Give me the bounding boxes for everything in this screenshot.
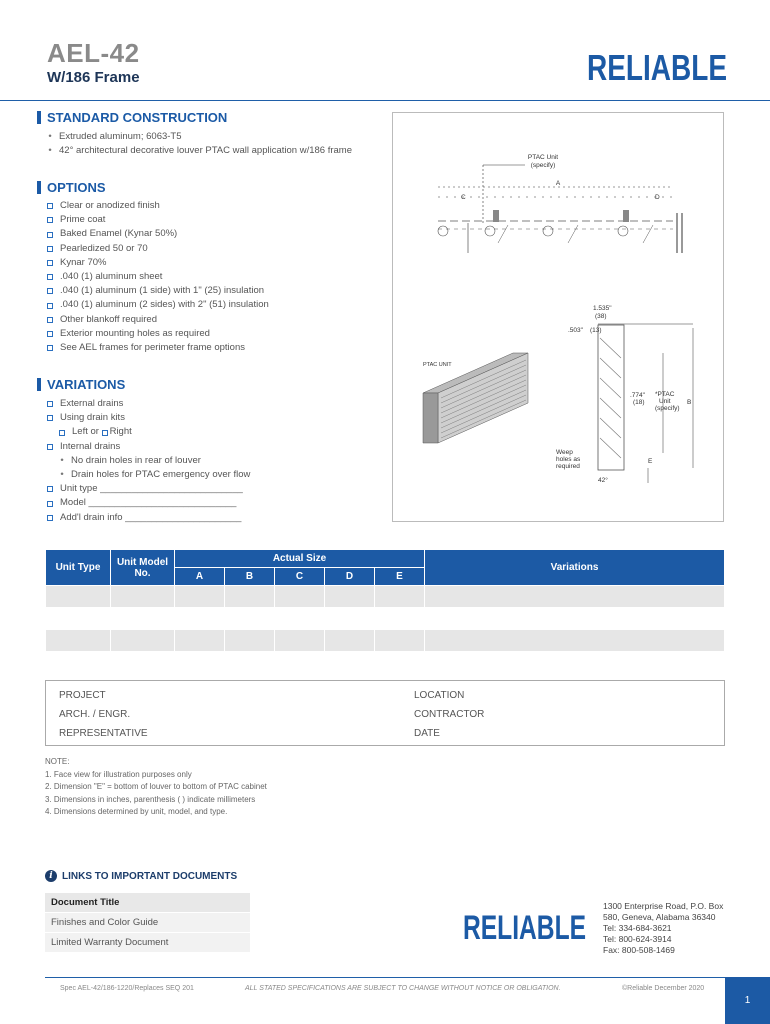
arch-label[interactable]: ARCH. / ENGR.	[59, 709, 131, 720]
iso-label: PTAC UNIT	[423, 362, 452, 368]
dim1-label: 1.535"	[593, 305, 612, 312]
location-label[interactable]: LOCATION	[414, 690, 465, 701]
variation-item: Internal drains	[45, 440, 250, 454]
dim2-label: .503"	[568, 327, 583, 334]
table-row	[46, 586, 725, 608]
weep-label-1: Weep	[556, 449, 573, 456]
footer-rule	[45, 977, 725, 978]
checkbox-icon[interactable]	[47, 401, 53, 407]
variation-item: Using drain kits	[45, 411, 250, 425]
checkbox-icon[interactable]	[47, 260, 53, 266]
doc-link-finishes[interactable]: Finishes and Color Guide	[45, 913, 250, 933]
dim2-mm-label: (13)	[590, 327, 602, 334]
notes	[45, 756, 267, 819]
doc-link-warranty[interactable]: Limited Warranty Document	[45, 933, 250, 953]
col-variations: Variations	[425, 550, 725, 586]
col-a: A	[175, 568, 225, 586]
logo-text: RELIABLE	[587, 47, 727, 85]
logo-text: RELIABLE	[463, 909, 586, 944]
checkbox-icon[interactable]	[47, 415, 53, 421]
ptac-unit-label: PTAC Unit	[527, 154, 559, 161]
reliable-logo	[587, 47, 727, 85]
dim-c-label: C	[461, 194, 466, 201]
checkbox-icon[interactable]	[47, 515, 53, 521]
variation-item: Unit type ___________________________	[45, 482, 250, 496]
table-row	[46, 630, 725, 652]
list-item: • 42° architectural decorative louver PTAC wall application w/186 frame	[48, 145, 352, 157]
page-title: AEL-42	[47, 38, 140, 68]
header-rule	[0, 100, 770, 101]
dim3-mm-label: (18)	[633, 399, 645, 406]
dim3-label: .774"	[630, 392, 645, 399]
option-item: See AEL frames for perimeter frame options	[45, 341, 269, 355]
options-heading: OPTIONS	[37, 180, 106, 195]
page-number: 1	[725, 977, 770, 1024]
documents-table	[45, 893, 250, 953]
ptac-side-label-1: *PTAC	[655, 391, 675, 398]
option-item: Prime coat	[45, 213, 269, 227]
project-label[interactable]: PROJECT	[59, 690, 106, 701]
checkbox-icon[interactable]	[47, 203, 53, 209]
page-subtitle: W/186 Frame	[47, 69, 140, 86]
option-item: .040 (1) aluminum sheet	[45, 270, 269, 284]
col-c: C	[275, 568, 325, 586]
project-info-box	[45, 680, 725, 746]
checkbox-icon[interactable]	[47, 246, 53, 252]
angle-label: 42°	[598, 477, 608, 484]
technical-drawing	[392, 112, 724, 522]
dim1-mm-label: (38)	[595, 313, 607, 320]
variation-item: • Drain holes for PTAC emergency over flow	[60, 469, 251, 481]
variations-list	[45, 397, 250, 525]
notes-label: NOTE:	[45, 757, 70, 766]
ptac-side-label-3: (specify)	[655, 405, 680, 412]
options-list	[45, 199, 269, 355]
variation-item: Add'l drain info ______________________	[45, 511, 250, 525]
note-item: 4. Dimensions determined by unit, model, and type.	[45, 807, 228, 817]
col-e: E	[375, 568, 425, 586]
standard-construction-heading: STANDARD CONSTRUCTION	[37, 110, 227, 125]
list-item: • Extruded aluminum; 6063-T5	[48, 131, 182, 142]
note-item: 3. Dimensions in inches, parenthesis ( ) indicate millimeters	[45, 794, 256, 804]
note-item: 2. Dimension "E" = bottom of louver to bottom of PTAC cabinet	[45, 782, 267, 792]
checkbox-icon[interactable]	[47, 501, 53, 507]
weep-label-2: holes as	[556, 456, 581, 463]
date-label[interactable]: DATE	[414, 728, 440, 739]
variations-heading: VARIATIONS	[37, 377, 125, 392]
table-row	[46, 608, 725, 630]
option-item: Kynar 70%	[45, 256, 269, 270]
variation-item: External drains	[45, 397, 250, 411]
spec-number: Spec AEL-42/186-1220/Replaces SEQ 201	[60, 985, 194, 992]
links-heading: i LINKS TO IMPORTANT DOCUMENTS	[45, 870, 237, 882]
checkbox-icon[interactable]	[47, 345, 53, 351]
checkbox-icon[interactable]	[47, 232, 53, 238]
weep-label-3: required	[556, 463, 580, 470]
checkbox-icon[interactable]	[59, 430, 65, 436]
checkbox-icon[interactable]	[102, 430, 108, 436]
contractor-label[interactable]: CONTRACTOR	[414, 709, 485, 720]
option-item: Other blankoff required	[45, 313, 269, 327]
checkbox-icon[interactable]	[47, 331, 53, 337]
checkbox-icon[interactable]	[47, 303, 53, 309]
checkbox-icon[interactable]	[47, 217, 53, 223]
variation-item: Model ____________________________	[45, 496, 250, 510]
standard-construction-list	[45, 130, 352, 158]
representative-label[interactable]: REPRESENTATIVE	[59, 728, 148, 739]
company-address: 1300 Enterprise Road, P.O. Box 580, Geneva, Alabama 36340 Tel: 334-684-3621 Tel: 800-624-3914 Fax: 800-508-1469	[603, 901, 724, 955]
specify-label: (specify)	[530, 162, 556, 169]
reliable-logo-footer	[463, 907, 586, 944]
doc-title-header: Document Title	[45, 893, 250, 913]
dim-b-label: B	[687, 399, 692, 406]
dim-a-label: A	[555, 180, 561, 187]
checkbox-icon[interactable]	[47, 444, 53, 450]
option-item: Baked Enamel (Kynar 50%)	[45, 227, 269, 241]
note-item: 1. Face view for illustration purposes only	[45, 769, 192, 779]
col-actual-size: Actual Size	[175, 550, 425, 568]
checkbox-icon[interactable]	[47, 486, 53, 492]
info-icon: i	[45, 870, 57, 882]
option-item: Exterior mounting holes as required	[45, 327, 269, 341]
copyright: ©Reliable December 2020	[622, 985, 705, 992]
dim-d-label: D	[655, 194, 660, 201]
ptac-side-label-2: Unit	[659, 398, 671, 405]
checkbox-icon[interactable]	[47, 288, 53, 294]
col-unit-model: Unit Model No.	[111, 550, 175, 586]
dim-e-label: E	[648, 458, 653, 465]
spec-table	[45, 549, 725, 652]
variation-item: Left or Right	[45, 425, 250, 439]
variation-item: • No drain holes in rear of louver	[60, 454, 201, 466]
option-item: .040 (1) aluminum (2 sides) with 2" (51) insulation	[45, 298, 269, 312]
col-d: D	[325, 568, 375, 586]
col-b: B	[225, 568, 275, 586]
option-item: Pearledized 50 or 70	[45, 242, 269, 256]
checkbox-icon[interactable]	[47, 274, 53, 280]
disclaimer: ALL STATED SPECIFICATIONS ARE SUBJECT TO CHANGE WITHOUT NOTICE OR OBLIGATION.	[245, 985, 561, 992]
option-item: .040 (1) aluminum (1 side) with 1" (25) insulation	[45, 284, 269, 298]
col-unit-type: Unit Type	[46, 550, 111, 586]
option-item: Clear or anodized finish	[45, 199, 269, 213]
checkbox-icon[interactable]	[47, 317, 53, 323]
